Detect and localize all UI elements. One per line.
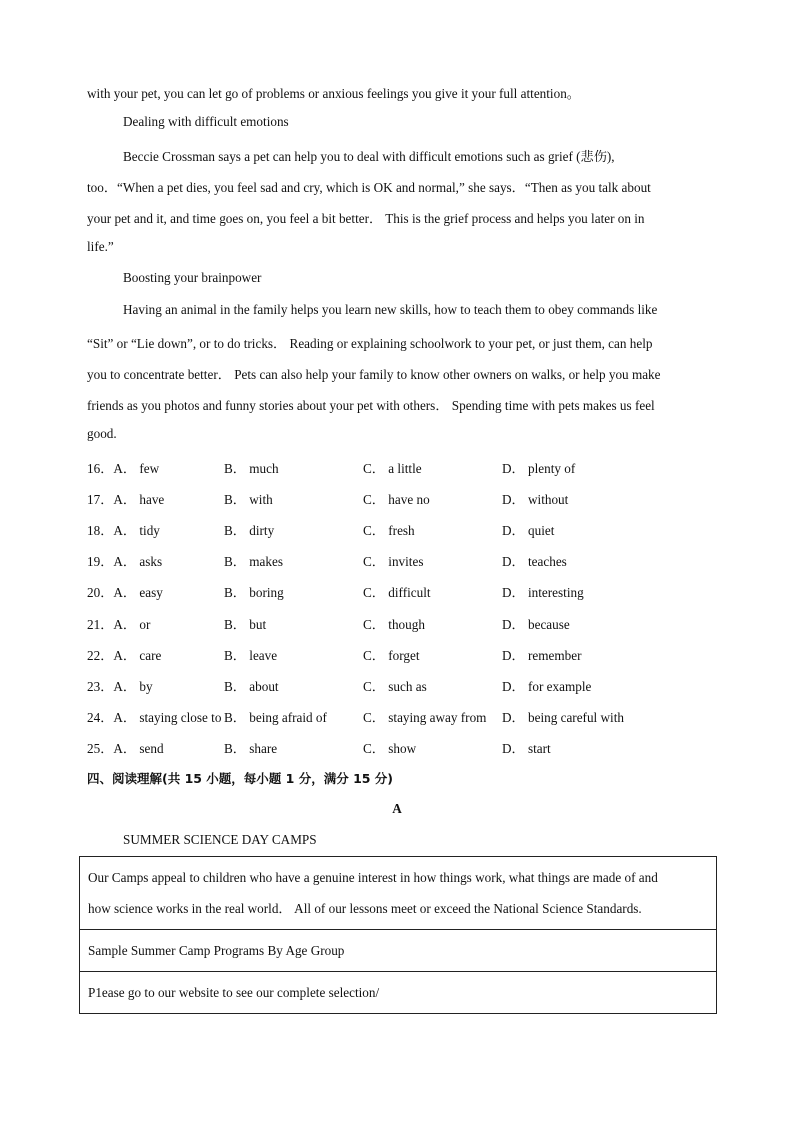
option-d: D． plenty of: [502, 461, 576, 476]
camp-title: SUMMER SCIENCE DAY CAMPS: [123, 832, 317, 847]
passage-line: too．“When a pet dies, you feel sad and cry, which is OK and normal,” she says．“Then as you talk about: [87, 180, 651, 195]
part-letter: A: [392, 801, 402, 816]
option-c: C． a little: [363, 461, 422, 476]
option-b: B． leave: [224, 648, 278, 663]
option-d: D． interesting: [502, 585, 584, 600]
passage-line: with your pet, you can let go of problems or anxious feelings you give it your full attention。: [87, 86, 580, 101]
option-a: 23．A． by: [87, 679, 153, 694]
camp-info-table: [79, 856, 717, 1014]
camp-intro-line: how science works in the real world． All of our lessons meet or exceed the National Science Standards.: [88, 901, 642, 916]
option-a: 16．A． few: [87, 461, 160, 476]
option-a: 24．A． staying close to: [87, 710, 222, 725]
passage-line: you to concentrate better． Pets can also help your family to know other owners on walks, or help you make: [87, 367, 661, 382]
option-d: D． for example: [502, 679, 592, 694]
passage-line: your pet and it, and time goes on, you feel a bit better． This is the grief process and helps you later on in: [87, 211, 645, 226]
option-d: D． because: [502, 617, 570, 632]
option-c: C． show: [363, 741, 417, 756]
option-a: 19．A． asks: [87, 554, 163, 569]
option-a: 21．A． or: [87, 617, 151, 632]
option-b: B． share: [224, 741, 278, 756]
option-c: C． have no: [363, 492, 430, 507]
option-d: D． remember: [502, 648, 582, 663]
subheading-difficult-emotions: Dealing with difficult emotions: [123, 114, 289, 129]
camp-programs-cell: Sample Summer Camp Programs By Age Group: [80, 930, 716, 972]
option-b: B． being afraid of: [224, 710, 327, 725]
option-c: C． forget: [363, 648, 420, 663]
section-heading: 四、阅读理解(共 15 小题，每小题 1 分，满分 15 分): [87, 771, 394, 786]
option-b: B． much: [224, 461, 279, 476]
camp-intro-line: Our Camps appeal to children who have a genuine interest in how things work, what things are made of and: [88, 870, 658, 885]
option-b: B． about: [224, 679, 279, 694]
option-c: C． difficult: [363, 585, 431, 600]
subheading-brainpower: Boosting your brainpower: [123, 270, 262, 285]
option-c: C． fresh: [363, 523, 415, 538]
option-d: D． without: [502, 492, 569, 507]
option-b: B． boring: [224, 585, 284, 600]
passage-line: life.”: [87, 239, 114, 254]
option-b: B． with: [224, 492, 273, 507]
option-b: B． but: [224, 617, 267, 632]
option-d: D． start: [502, 741, 551, 756]
option-d: D． being careful with: [502, 710, 624, 725]
passage-line: Beccie Crossman says a pet can help you to deal with difficult emotions such as grief (悲伤),: [123, 149, 615, 164]
passage-line: friends as you photos and funny stories about your pet with others． Spending time with pets makes us feel: [87, 398, 655, 413]
option-d: D． quiet: [502, 523, 555, 538]
option-a: 22．A． care: [87, 648, 162, 663]
option-c: C． invites: [363, 554, 424, 569]
camp-website-cell: P1ease go to our website to see our complete selection/: [88, 985, 380, 1000]
option-a: 18．A． tidy: [87, 523, 160, 538]
option-a: 17．A． have: [87, 492, 165, 507]
option-c: C． staying away from: [363, 710, 487, 725]
option-b: B． dirty: [224, 523, 275, 538]
option-a: 25．A． send: [87, 741, 164, 756]
camp-intro-cell: [80, 857, 716, 930]
passage-line: “Sit” or “Lie down”, or to do tricks． Reading or explaining schoolwork to your pet, or just them, can help: [87, 336, 653, 351]
passage-line: Having an animal in the family helps you learn new skills, how to teach them to obey commands like: [123, 302, 658, 317]
option-b: B． makes: [224, 554, 283, 569]
option-d: D． teaches: [502, 554, 567, 569]
option-a: 20．A． easy: [87, 585, 163, 600]
option-c: C． such as: [363, 679, 427, 694]
passage-line: good.: [87, 426, 117, 441]
option-c: C． though: [363, 617, 425, 632]
